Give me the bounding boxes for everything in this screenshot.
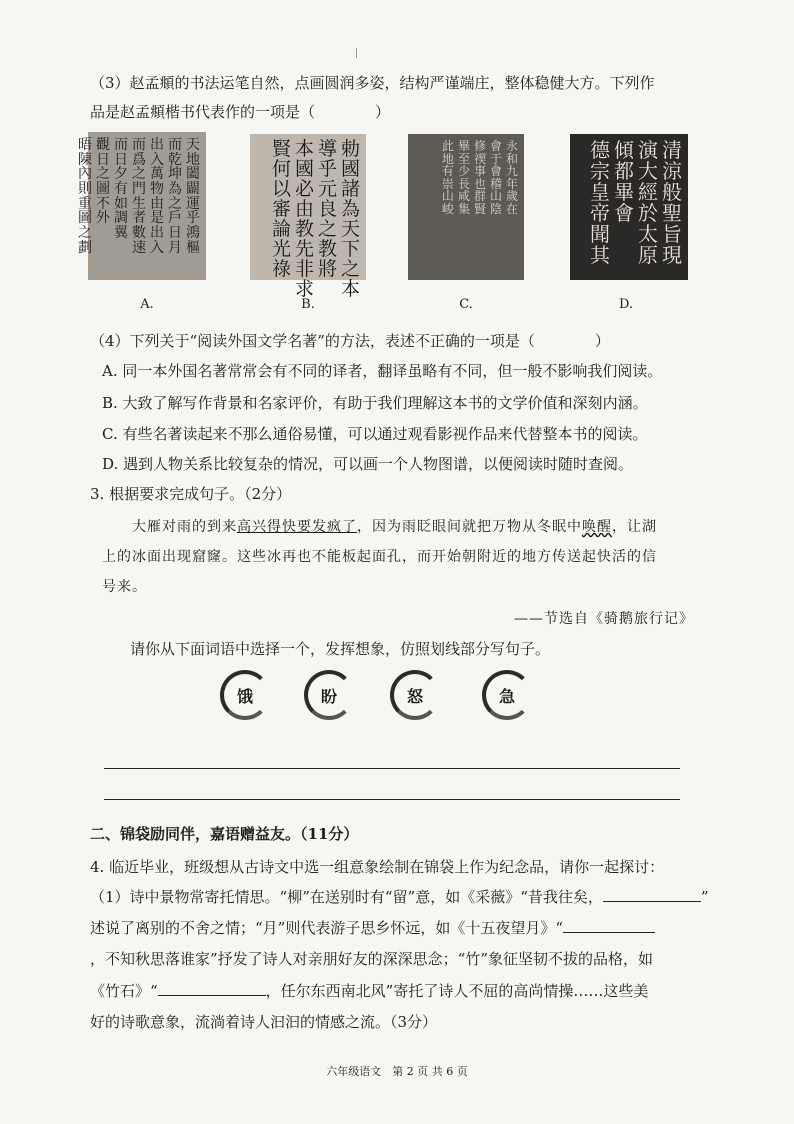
calligraphy-image-d <box>570 134 688 280</box>
passage-line2: 上的冰面出现窟窿。这些冰再也不能板起面孔，而开始朝附近的地方传送起快活的信 <box>102 549 657 565</box>
poem-line2 <box>90 917 694 939</box>
fill-blank-1[interactable] <box>603 886 701 902</box>
q3-stem-line1: （3）赵孟頫的书法运笔自然，点画圆润多姿，结构严谨端庄，整体稳健大方。下列作 <box>90 74 655 92</box>
callig-col: 修 禊 事 也 群 賢 <box>473 139 486 216</box>
callig-col: 晤 陳 內 則 重 圖 之 劃 <box>78 137 92 256</box>
fill-blank-3[interactable] <box>158 980 266 996</box>
passage-text: ，让湖 <box>612 519 657 535</box>
callig-col: 德 宗 皇 帝 聞 其 <box>590 138 610 267</box>
section2-title: 二、锦袋励同伴，嘉语赠益友。（11分） <box>90 825 359 843</box>
q3b-instruction: 请你从下面词语中选择一个，发挥想象，仿照划线部分写句子。 <box>130 640 551 658</box>
callig-col: 出 入 萬 物 由 是 出 入 <box>150 137 164 256</box>
option-b-label: B. <box>301 297 315 312</box>
poem-text: ，任尔东西南北风”寄托了诗人不屈的高尚情操……这些美 <box>265 982 649 1000</box>
callig-col: 本 國 必 由 教 先 非 求 <box>294 138 314 300</box>
q4-intro: 4. 临近毕业，班级想从古诗文中选一组意象绘制在锦袋上作为纪念品，请你一起探讨： <box>90 858 665 876</box>
passage-text: ，因为雨眨眼间就把万物从冬眠中 <box>357 519 582 535</box>
callig-col: 而 爲 之 門 生 者 數 速 <box>132 137 146 256</box>
page-footer: 六年级语文 第 2 页 共 6 页 <box>326 1065 468 1078</box>
option-c-label: C. <box>459 297 473 312</box>
poem-line5: 好的诗歌意象，流淌着诗人汩汩的情感之流。（3分） <box>90 1013 438 1031</box>
q4-option-b: B. 大致了解写作背景和名家评价，有助于我们理解这本书的文学价值和深刻内涵。 <box>102 394 648 412</box>
word-circle-nu: 怒 <box>390 670 440 720</box>
callig-col: 清 涼 般 聖 旨 現 <box>662 138 682 267</box>
passage-source: ——节选自《骑鹅旅行记》 <box>514 611 694 627</box>
poem-text: 述说了离别的不舍之情；“月”则代表游子思乡怀远，如《十五夜望月》“ <box>90 919 564 937</box>
callig-col: 觀 日 之 圖 不 外 <box>96 137 110 227</box>
poem-line4 <box>90 980 694 1002</box>
q4-option-c: C. 有些名著读起来不那么通俗易懂，可以通过观看影视作品来代替整本书的阅读。 <box>102 425 648 443</box>
callig-col: 傾 都 畢 會 <box>614 138 634 225</box>
callig-col: 畢 至 少 長 咸 集 <box>457 139 470 216</box>
calligraphy-image-b <box>250 134 366 300</box>
callig-col: 永 和 九 年 歲 在 <box>505 139 518 216</box>
passage-line1 <box>132 516 694 538</box>
word-circle-ji: 急 <box>482 670 532 720</box>
passage-line3: 号来。 <box>102 579 147 595</box>
underlined-phrase: 高兴得快要发疯了 <box>237 519 357 535</box>
q4-option-a: A. 同一本外国名著常常会有不同的译者，翻译虽略有不同，但一般不影响我们阅读。 <box>102 362 663 380</box>
q4-stem: （4）下列关于“阅读外国文学名著”的方法，表述不正确的一项是（ ） <box>90 332 610 350</box>
poem-text: ” <box>700 888 709 906</box>
callig-col: 會 于 會 稽 山 陰 <box>489 139 502 216</box>
poem-text: 《竹石》“ <box>90 982 158 1000</box>
passage-text: 大雁对雨的到来 <box>132 519 237 535</box>
option-d-label: D. <box>618 297 634 312</box>
poem-line1 <box>90 886 709 908</box>
word-circle-e: 饿 <box>220 670 270 720</box>
callig-col: 導 乎 元 良 之 教 將 <box>317 138 337 280</box>
callig-col: 而 日 夕 有 如 調 翼 <box>114 137 128 242</box>
callig-col: 勅 國 諸 為 天 下 之 本 <box>340 138 360 300</box>
q3b-title: 3. 根据要求完成句子。（2分） <box>90 485 292 503</box>
q3-stem-line2: 品是赵孟頫楷书代表作的一项是（ ） <box>90 103 391 121</box>
answer-line-2[interactable] <box>104 799 680 800</box>
callig-col: 演 大 經 於 太 原 <box>638 138 658 267</box>
option-a-label: A. <box>140 297 154 312</box>
callig-col: 而 乾 坤 為 之 戶 日 月 <box>168 137 182 256</box>
wavy-word: 唤醒 <box>582 519 612 535</box>
calligraphy-image-c <box>408 134 524 280</box>
scan-mark <box>356 48 357 58</box>
callig-col: 天 地 闔 闢 運 乎 鴻 樞 <box>186 137 200 256</box>
poem-line3: ，不知秋思落谁家”抒发了诗人对亲朋好友的深深思念；“竹”象征坚韧不拔的品格，如 <box>90 950 654 968</box>
calligraphy-image-a <box>78 132 206 280</box>
word-circle-pan: 盼 <box>304 670 354 720</box>
fill-blank-2[interactable] <box>563 917 655 933</box>
q4-option-d: D. 遇到人物关系比较复杂的情况，可以画一个人物图谱，以便阅读时随时查阅。 <box>102 455 634 473</box>
answer-line-1[interactable] <box>104 768 680 769</box>
poem-text: （1）诗中景物常寄托情思。“柳”在送别时有“留”意，如《采薇》“昔我往矣， <box>90 888 603 906</box>
callig-col: 此 地 有 崇 山 峻 <box>441 139 454 216</box>
callig-col: 賢 何 以 審 論 光 祿 <box>271 138 291 280</box>
